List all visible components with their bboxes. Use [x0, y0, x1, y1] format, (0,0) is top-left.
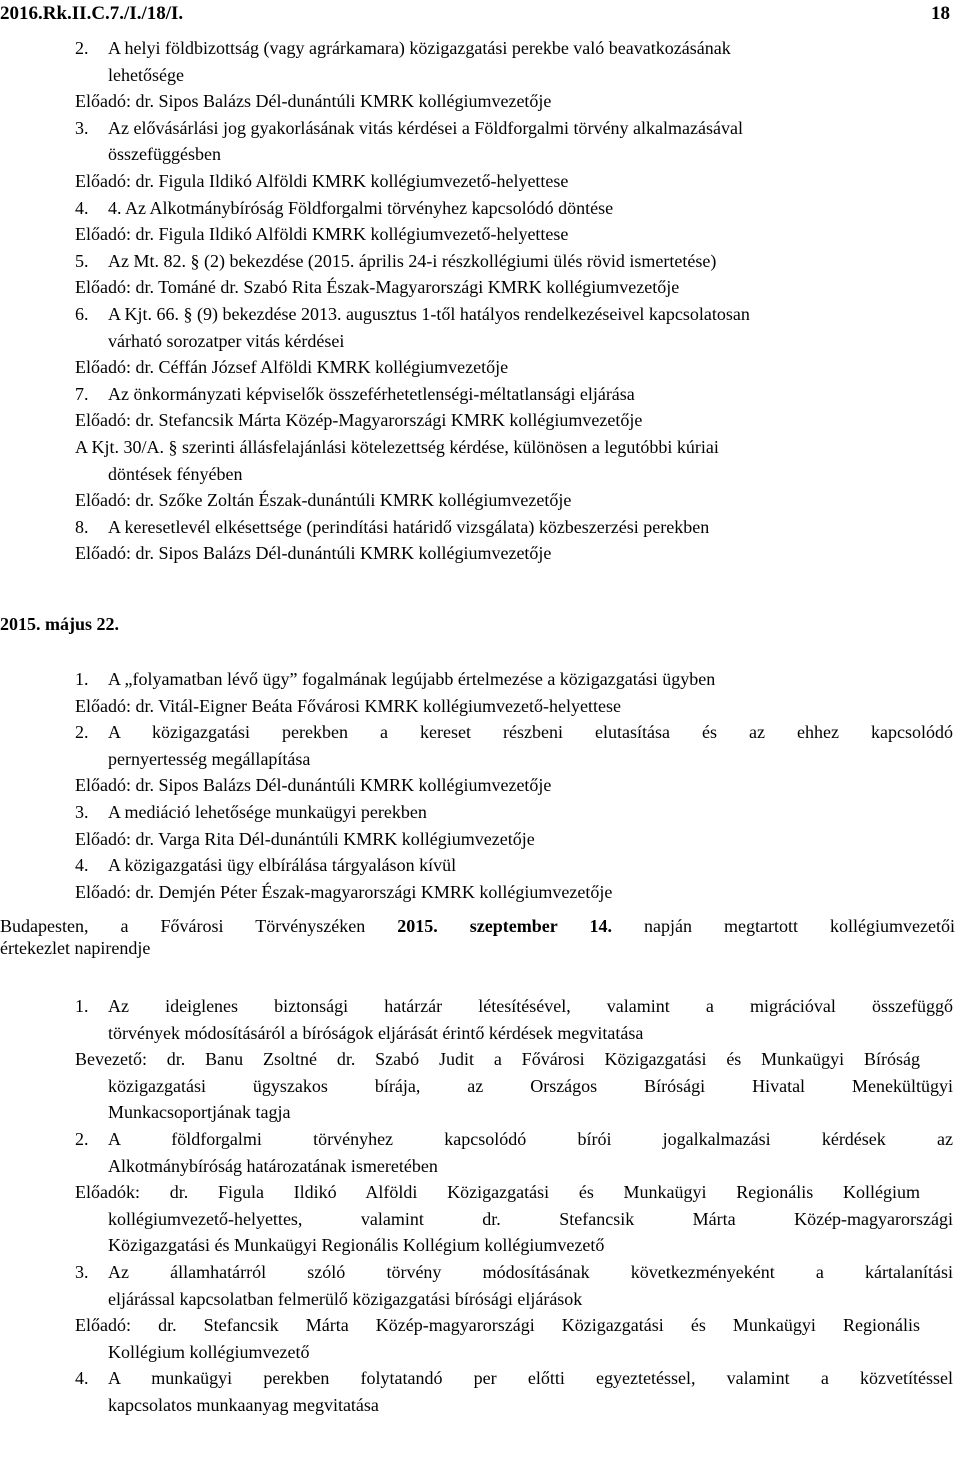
item-text-line: Az önkormányzati képviselők összeférhetetlenségi-méltatlansági eljárása — [108, 383, 635, 404]
item-number: 4. — [75, 855, 89, 876]
item-text-line: Közigazgatási és Munkaügyi Regionális Kollégium kollégiumvezető — [108, 1235, 605, 1256]
item-presenter: Előadó: dr. Figula Ildikó Alföldi KMRK kollégiumvezető-helyettese — [75, 224, 569, 245]
item-number: 2. — [75, 38, 89, 58]
item-text-line: Előadó: dr. Stefancsik Márta Közép-magyarországi Közigazgatási és Munkaügyi Regionális — [75, 1315, 920, 1336]
item-text-line: Alkotmánybíróság határozatának ismeretében — [108, 1155, 438, 1176]
item-number: 5. — [75, 250, 89, 271]
item-text-line: kapcsolatos munkaanyag megvitatása — [108, 1395, 379, 1415]
meeting-intro — [0, 915, 955, 959]
item-number: 2. — [75, 1129, 89, 1149]
intro-prefix: Budapesten, a Fővárosi Törvényszéken — [0, 916, 398, 936]
item-text-line: A helyi földbizottság (vagy agrárkamara) közigazgatási perekbe való beavatkozásának — [108, 38, 731, 58]
item-number: 4. — [75, 197, 89, 218]
item-number: 3. — [75, 117, 89, 138]
item-text-line: Az Mt. 82. § (2) bekezdése (2015. április 24-i részkollégiumi ülés rövid ismertetése) — [108, 250, 717, 271]
item-number: 2. — [75, 722, 89, 743]
item-text-line: A közigazgatási ügy elbírálása tárgyaláson kívül — [108, 855, 457, 876]
intro-date: 2015. szeptember 14. — [397, 916, 612, 936]
intro-line2: értekezlet napirendje — [0, 938, 151, 958]
item-text-line: eljárással kapcsolatban felmerülő közigazgatási bírósági eljárások — [108, 1288, 583, 1309]
item-text-line: kollégiumvezető-helyettes, valamint dr. Stefancsik Márta Közép-magyarországi — [108, 1208, 953, 1229]
item-number: 4. — [75, 1368, 89, 1389]
page-header — [0, 0, 960, 30]
item-text-line: A munkaügyi perekben folytatandó per előtti egyeztetéssel, valamint a közvetítéssel — [108, 1368, 953, 1389]
item-text-line: A mediáció lehetősége munkaügyi perekben — [108, 802, 427, 822]
item-text-line: A Kjt. 66. § (9) bekezdése 2013. augusztus 1-től hatályos rendelkezéseivel kapcsolatosan — [108, 304, 750, 324]
item-text-line: Az ideiglenes biztonsági határzár létesítésével, valamint a migrációval összefüggő — [108, 996, 953, 1016]
item-number: 3. — [75, 802, 89, 822]
item-text-line: A „folyamatban lévő ügy” fogalmának legújabb értelmezése a közigazgatási ügyben — [108, 669, 716, 689]
item-number: 6. — [75, 304, 89, 324]
item-text-line: A földforgalmi törvényhez kapcsolódó bírói jogalkalmazási kérdések az — [108, 1129, 953, 1149]
item-text-line: várható sorozatper vitás kérdései — [108, 330, 345, 351]
item-presenter: Előadó: dr. Demjén Péter Észak-magyarországi KMRK kollégiumvezetője — [75, 881, 613, 902]
item-presenter: Előadó: dr. Sipos Balázs Dél-dunántúli KMRK kollégiumvezetője — [75, 91, 552, 112]
item-text-line: Az államhatárról szóló törvény módosításának következményeként a kártalanítási — [108, 1262, 953, 1282]
document-reference: 2016.Rk.II.C.7./I./18/I. — [0, 3, 184, 24]
item-presenter: Előadó: dr. Szőke Zoltán Észak-dunántúli KMRK kollégiumvezetője — [75, 490, 572, 511]
item-text-line: A keresetlevél elkésettsége (perindítási határidő vizsgálata) közbeszerzési perekben — [108, 516, 710, 537]
item-text-line: Az elővásárlási jog gyakorlásának vitás kérdései a Földforgalmi törvény alkalmazásával — [108, 117, 743, 138]
item-text-line: A Kjt. 30/A. § szerinti állásfelajánlási kötelezettség kérdése, különösen a legutóbbi kúriai — [75, 437, 719, 457]
item-number: 8. — [75, 516, 89, 537]
item-text-line: 4. Az Alkotmánybíróság Földforgalmi törvényhez kapcsolódó döntése — [108, 197, 614, 218]
item-presenter: Előadó: dr. Stefancsik Márta Közép-Magyarországi KMRK kollégiumvezetője — [75, 410, 643, 431]
item-number: 7. — [75, 383, 89, 404]
item-text-line: Munkacsoportjának tagja — [108, 1102, 291, 1123]
item-presenter: Előadó: dr. Vitál-Eigner Beáta Fővárosi KMRK kollégiumvezető-helyettese — [75, 695, 621, 716]
item-presenter: Előadó: dr. Tománé dr. Szabó Rita Észak-Magyarországi KMRK kollégiumvezetője — [75, 277, 680, 298]
item-text-line: közigazgatási ügyszakos bírája, az Országos Bírósági Hivatal Menekültügyi — [108, 1075, 953, 1096]
item-number: 1. — [75, 669, 89, 689]
item-text-line: Előadók: dr. Figula Ildikó Alföldi Közigazgatási és Munkaügyi Regionális Kollégium — [75, 1182, 920, 1203]
item-presenter: Előadó: dr. Céffán József Alföldi KMRK kollégiumvezetője — [75, 357, 509, 378]
page-number: 18 — [931, 3, 950, 24]
item-text-line: Bevezető: dr. Banu Zsoltné dr. Szabó Judit a Fővárosi Közigazgatási és Munkaügyi Bíróság — [75, 1049, 920, 1070]
item-text-line: döntések fényében — [108, 463, 243, 484]
item-text-line: törvények módosításáról a bíróságok eljárását érintő kérdések megvitatása — [108, 1022, 644, 1043]
item-presenter: Előadó: dr. Sipos Balázs Dél-dunántúli KMRK kollégiumvezetője — [75, 543, 552, 564]
intro-suffix: napján megtartott kollégiumvezetői — [611, 916, 955, 936]
item-number: 1. — [75, 996, 89, 1016]
item-presenter: Előadó: dr. Sipos Balázs Dél-dunántúli KMRK kollégiumvezetője — [75, 775, 552, 796]
item-text-line: A közigazgatási perekben a kereset részbeni elutasítása és az ehhez kapcsolódó — [108, 722, 953, 743]
item-text-line: lehetősége — [108, 64, 184, 85]
item-text-line: összefüggésben — [108, 144, 221, 165]
item-text-line: Kollégium kollégiumvezető — [108, 1341, 310, 1362]
item-presenter: Előadó: dr. Varga Rita Dél-dunántúli KMRK kollégiumvezetője — [75, 828, 535, 849]
item-presenter: Előadó: dr. Figula Ildikó Alföldi KMRK kollégiumvezető-helyettese — [75, 171, 569, 191]
item-number: 3. — [75, 1262, 89, 1282]
date-heading: 2015. május 22. — [0, 614, 120, 634]
item-text-line: pernyertesség megállapítása — [108, 748, 311, 769]
